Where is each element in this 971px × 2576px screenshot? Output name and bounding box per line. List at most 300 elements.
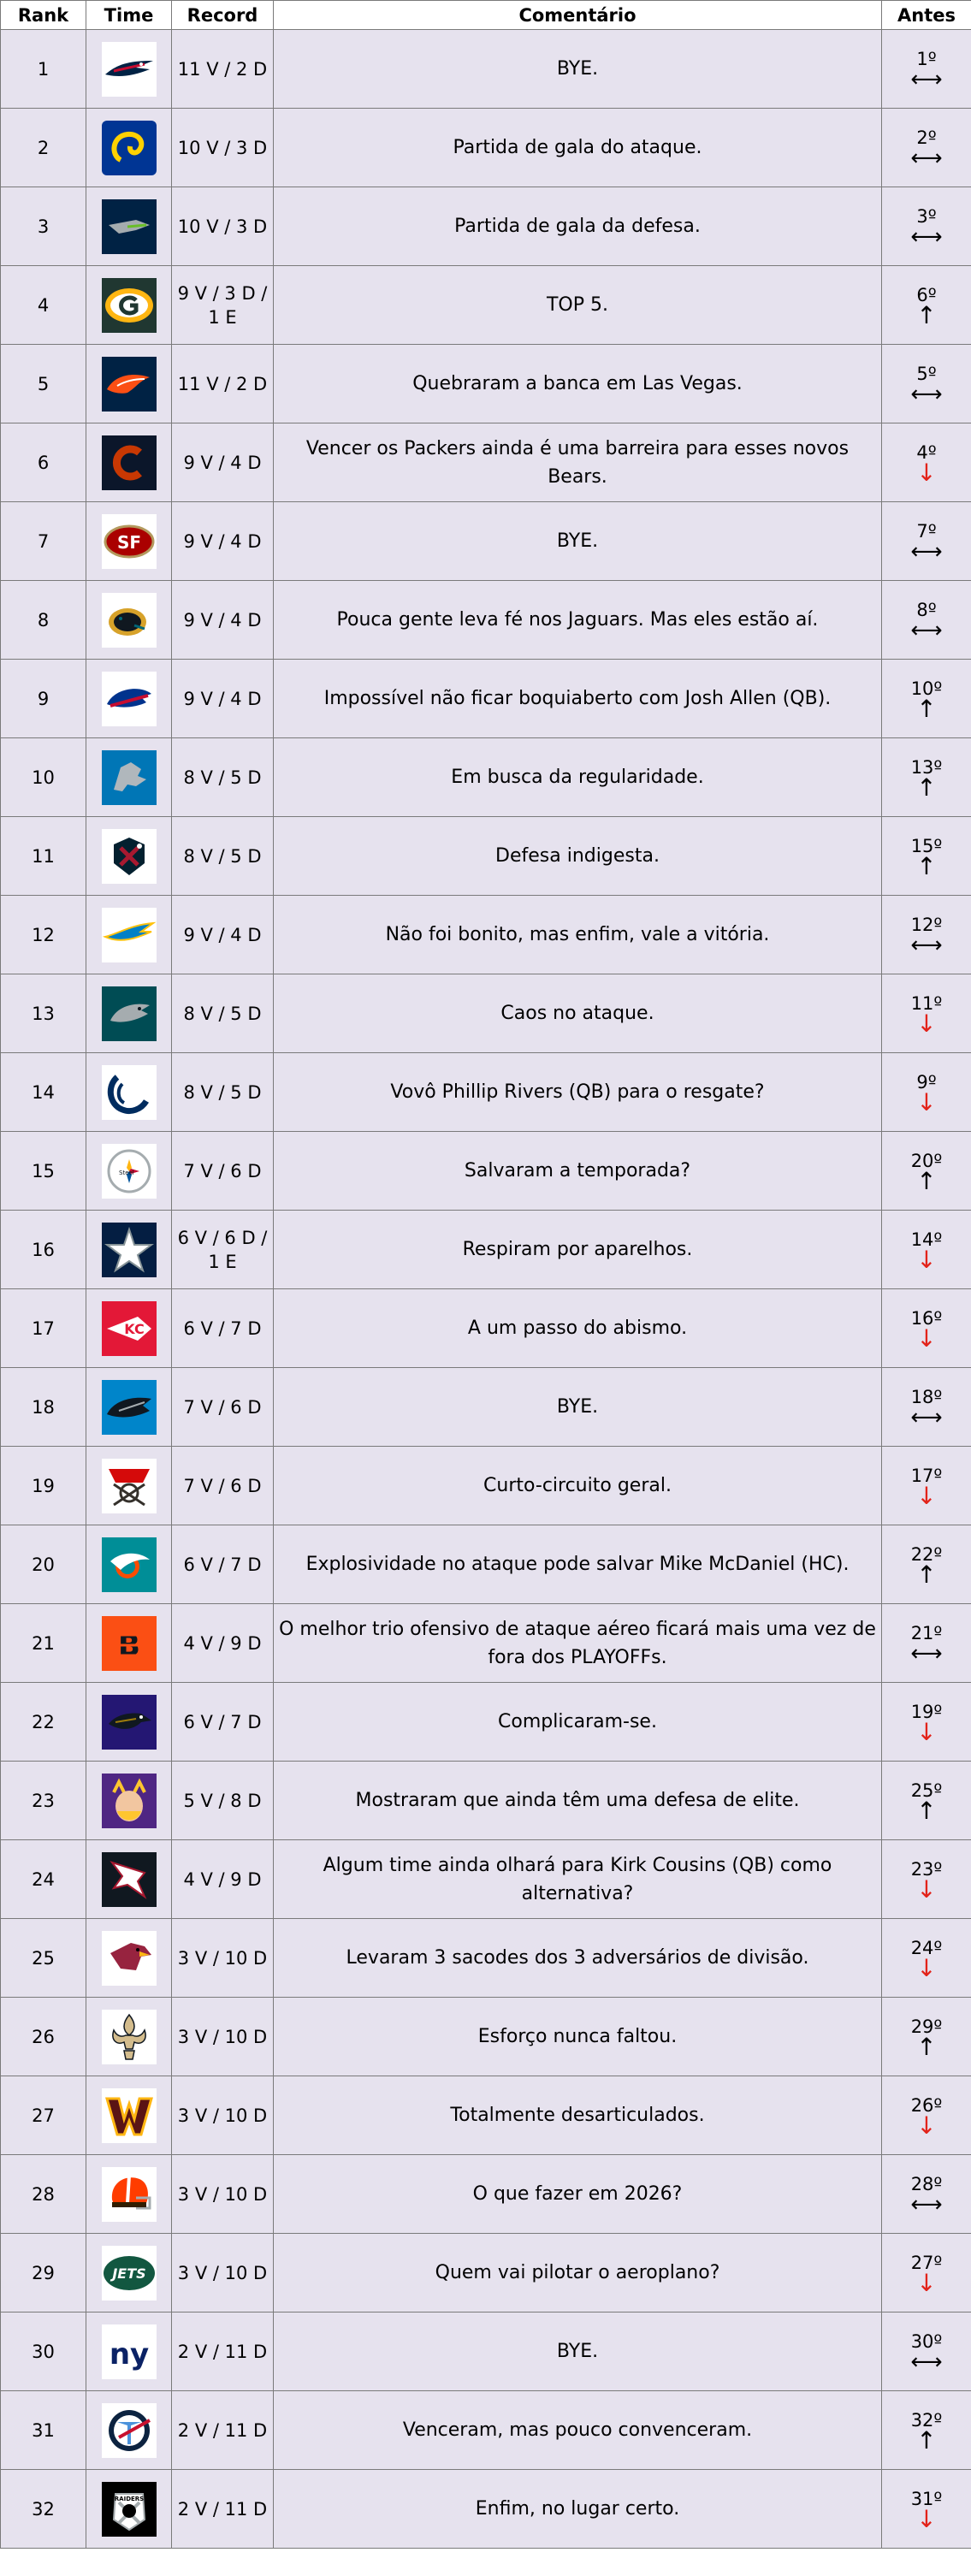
record-value: 4 V / 9 D	[183, 1868, 262, 1890]
trend-same-icon: ⟷	[910, 538, 943, 565]
record-cell	[172, 1053, 274, 1132]
comment-cell	[274, 1525, 882, 1604]
rank-cell	[1, 2076, 86, 2155]
trend-down-icon: ↓	[916, 1324, 937, 1353]
rank-cell	[1, 896, 86, 974]
table-row	[1, 1447, 971, 1525]
previous-rank-cell	[882, 817, 971, 896]
rank-cell	[1, 1053, 86, 1132]
comment-text: Totalmente desarticulados.	[450, 2105, 705, 2126]
rank-value: 17	[32, 1318, 55, 1339]
rank-value: 2	[37, 137, 50, 158]
record-cell	[172, 109, 274, 187]
texans-logo	[102, 847, 157, 863]
rank-cell	[1, 1525, 86, 1604]
comment-cell	[274, 1919, 882, 1998]
panthers-logo	[102, 1398, 157, 1414]
previous-rank-value: 6º	[916, 284, 937, 305]
table-row	[1, 30, 971, 109]
team-cell	[86, 2234, 172, 2312]
team-cell	[86, 738, 172, 817]
rank-value: 9	[37, 688, 50, 709]
rank-value: 10	[32, 767, 55, 788]
browns-logo	[102, 2185, 157, 2201]
previous-rank-cell	[882, 1132, 971, 1211]
previous-rank-value: 20º	[910, 1150, 943, 1171]
rank-value: 23	[32, 1790, 55, 1811]
record-value: 6 V / 7 D	[183, 1318, 262, 1339]
previous-rank-value: 31º	[910, 2488, 943, 2509]
record-value: 3 V / 10 D	[177, 1947, 268, 1969]
dolphins-logo	[102, 1555, 157, 1572]
trend-down-icon: ↓	[916, 1087, 937, 1116]
rank-cell	[1, 345, 86, 423]
record-cell	[172, 2155, 274, 2234]
trend-same-icon: ⟷	[910, 2348, 943, 2375]
table-row	[1, 109, 971, 187]
record-value: 3 V / 10 D	[177, 2262, 268, 2283]
team-cell	[86, 974, 172, 1053]
comment-cell	[274, 1053, 882, 1132]
record-value: 3 V / 10 D	[177, 2183, 268, 2205]
record-cell	[172, 1840, 274, 1919]
record-value: 2 V / 11 D	[177, 2498, 268, 2520]
trend-up-icon: ↑	[916, 300, 937, 329]
comment-text: Algum time ainda olhará para Kirk Cousins (QB) como alternativa?	[323, 1854, 832, 1904]
record-value: 9 V / 4 D	[183, 924, 262, 945]
jaguars-logo	[102, 611, 157, 627]
record-cell	[172, 1604, 274, 1683]
trend-down-icon: ↓	[916, 2504, 937, 2533]
rank-value: 14	[32, 1081, 55, 1103]
team-cell	[86, 1998, 172, 2076]
rank-value: 22	[32, 1711, 55, 1732]
comment-text: Enfim, no lugar certo.	[475, 2498, 680, 2520]
table-row	[1, 660, 971, 738]
team-cell	[86, 30, 172, 109]
record-cell	[172, 660, 274, 738]
table-row	[1, 1840, 971, 1919]
comment-text: Vovô Phillip Rivers (QB) para o resgate?	[390, 1081, 765, 1103]
trend-down-icon: ↓	[916, 1245, 937, 1274]
record-cell	[172, 896, 274, 974]
comment-text: Quebraram a banca em Las Vegas.	[412, 373, 743, 394]
table-row	[1, 1525, 971, 1604]
record-cell	[172, 1998, 274, 2076]
trend-up-icon: ↑	[916, 773, 937, 802]
previous-rank-cell	[882, 187, 971, 266]
table-row	[1, 2234, 971, 2312]
rank-value: 5	[37, 373, 50, 394]
record-cell	[172, 1132, 274, 1211]
record-cell	[172, 345, 274, 423]
record-value: 3 V / 10 D	[177, 2026, 268, 2047]
table-row	[1, 266, 971, 345]
rank-cell	[1, 2312, 86, 2391]
rank-value: 1	[37, 58, 50, 80]
team-cell	[86, 2391, 172, 2470]
comment-cell	[274, 896, 882, 974]
raiders-logo	[102, 2495, 157, 2516]
rank-value: 19	[32, 1475, 55, 1496]
previous-rank-cell	[882, 1053, 971, 1132]
comment-text: Impossível não ficar boquiaberto com Josh Allen (QB).	[323, 688, 832, 709]
previous-rank-value: 26º	[910, 2094, 943, 2116]
comment-text: Salvaram a temporada?	[464, 1160, 691, 1181]
team-cell	[86, 187, 172, 266]
header-team: Time	[86, 1, 172, 30]
table-row	[1, 2470, 971, 2549]
team-cell	[86, 1604, 172, 1683]
table-row	[1, 896, 971, 974]
record-cell	[172, 187, 274, 266]
table-row	[1, 581, 971, 660]
comment-text: O que fazer em 2026?	[472, 2183, 683, 2205]
previous-rank-cell	[882, 2391, 971, 2470]
rank-cell	[1, 581, 86, 660]
comment-cell	[274, 2076, 882, 2155]
record-cell	[172, 1211, 274, 1289]
rank-value: 8	[37, 609, 50, 631]
comment-cell	[274, 1132, 882, 1211]
trend-same-icon: ⟷	[910, 2191, 943, 2218]
record-cell	[172, 502, 274, 581]
table-row	[1, 974, 971, 1053]
record-value: 8 V / 5 D	[183, 1081, 262, 1103]
comment-cell	[274, 2312, 882, 2391]
trend-same-icon: ⟷	[910, 617, 943, 643]
table-row	[1, 1289, 971, 1368]
previous-rank-value: 23º	[910, 1858, 943, 1880]
previous-rank-value: 11º	[910, 992, 943, 1014]
comment-cell	[274, 2234, 882, 2312]
comment-cell	[274, 1211, 882, 1289]
rank-value: 11	[32, 845, 55, 867]
cardinals-logo	[102, 1949, 157, 1965]
record-value: 11 V / 2 D	[177, 373, 268, 394]
comment-text: Respiram por aparelhos.	[462, 1239, 693, 1260]
rank-cell	[1, 2391, 86, 2470]
record-cell	[172, 2234, 274, 2312]
comment-cell	[274, 817, 882, 896]
rank-value: 31	[32, 2419, 55, 2441]
header-record: Record	[172, 1, 274, 30]
previous-rank-value: 27º	[910, 2252, 943, 2273]
record-value: 8 V / 5 D	[183, 845, 262, 867]
giants-logo	[102, 2336, 157, 2372]
table-row	[1, 2312, 971, 2391]
comment-cell	[274, 1604, 882, 1683]
record-cell	[172, 974, 274, 1053]
rank-cell	[1, 1840, 86, 1919]
trend-up-icon: ↑	[916, 2425, 937, 2455]
record-value: 10 V / 3 D	[177, 216, 268, 237]
team-cell	[86, 1447, 172, 1525]
svg-text:KC: KC	[123, 1320, 145, 1337]
previous-rank-cell	[882, 2155, 971, 2234]
previous-rank-cell	[882, 1604, 971, 1683]
rank-value: 18	[32, 1396, 55, 1418]
comment-cell	[274, 423, 882, 502]
team-cell	[86, 1840, 172, 1919]
rank-cell	[1, 1289, 86, 1368]
team-cell	[86, 502, 172, 581]
record-cell	[172, 581, 274, 660]
previous-rank-value: 13º	[910, 756, 943, 778]
header-previous-rank: Antes	[882, 1, 971, 30]
team-cell	[86, 2155, 172, 2234]
record-value: 9 V / 4 D	[183, 609, 262, 631]
record-value: 7 V / 6 D	[183, 1396, 262, 1418]
rank-cell	[1, 660, 86, 738]
record-value: 9 V / 4 D	[183, 688, 262, 709]
record-value: 8 V / 5 D	[183, 1003, 262, 1024]
record-cell	[172, 1683, 274, 1762]
ranking-rows	[1, 30, 971, 2549]
jets-logo	[102, 2264, 157, 2280]
rank-cell	[1, 1762, 86, 1840]
commanders-logo	[102, 2106, 157, 2123]
comment-cell	[274, 1998, 882, 2076]
comment-cell	[274, 30, 882, 109]
record-cell	[172, 266, 274, 345]
rank-cell	[1, 266, 86, 345]
previous-rank-value: 32º	[910, 2409, 943, 2431]
comment-cell	[274, 1683, 882, 1762]
trend-same-icon: ⟷	[910, 1404, 943, 1430]
previous-rank-value: 29º	[910, 2016, 943, 2037]
rank-cell	[1, 1604, 86, 1683]
comment-text: Defesa indigesta.	[495, 845, 660, 867]
team-cell	[86, 1211, 172, 1289]
previous-rank-cell	[882, 423, 971, 502]
trend-same-icon: ⟷	[910, 66, 943, 92]
comment-text: Caos no ataque.	[500, 1003, 654, 1024]
record-value: 9 V / 4 D	[183, 530, 262, 552]
comment-text: A um passo do abismo.	[467, 1318, 688, 1339]
rank-value: 25	[32, 1947, 55, 1969]
comment-text: TOP 5.	[546, 294, 608, 316]
previous-rank-cell	[882, 2076, 971, 2155]
comment-text: Venceram, mas pouco convenceram.	[402, 2419, 753, 2441]
comment-text: Explosividade no ataque pode salvar Mike McDaniel (HC).	[305, 1554, 850, 1575]
table-row	[1, 1762, 971, 1840]
trend-down-icon: ↓	[916, 458, 937, 487]
team-cell	[86, 581, 172, 660]
header-comment: Comentário	[274, 1, 882, 30]
record-cell	[172, 2391, 274, 2470]
previous-rank-value: 18º	[910, 1386, 943, 1407]
bengals-logo	[102, 1634, 157, 1650]
trend-down-icon: ↓	[916, 1717, 937, 1746]
comment-cell	[274, 266, 882, 345]
trend-up-icon: ↑	[916, 1796, 937, 1825]
table-row	[1, 1211, 971, 1289]
previous-rank-value: 19º	[910, 1701, 943, 1722]
comment-cell	[274, 2470, 882, 2549]
team-cell	[86, 1368, 172, 1447]
record-value: 3 V / 10 D	[177, 2105, 268, 2126]
steelers-logo	[102, 1162, 157, 1178]
rank-value: 7	[37, 530, 50, 552]
previous-rank-cell	[882, 345, 971, 423]
comment-text: Esforço nunca faltou.	[477, 2026, 678, 2047]
49ers-logo	[102, 531, 157, 553]
record-cell	[172, 1525, 274, 1604]
comment-text: Curto-circuito geral.	[483, 1475, 672, 1496]
record-cell	[172, 1368, 274, 1447]
record-cell	[172, 1919, 274, 1998]
trend-down-icon: ↓	[916, 1481, 937, 1510]
comment-cell	[274, 660, 882, 738]
previous-rank-cell	[882, 974, 971, 1053]
svg-text:SF: SF	[116, 531, 141, 553]
comment-text: Em busca da regularidade.	[451, 767, 704, 788]
previous-rank-value: 9º	[916, 1071, 937, 1093]
previous-rank-value: 7º	[916, 520, 937, 542]
rank-cell	[1, 1211, 86, 1289]
table-row	[1, 1683, 971, 1762]
broncos-logo	[102, 375, 157, 391]
rank-value: 27	[32, 2105, 55, 2126]
rank-cell	[1, 1683, 86, 1762]
record-cell	[172, 1762, 274, 1840]
rank-value: 13	[32, 1003, 55, 1024]
bills-logo	[102, 690, 157, 706]
record-value: 9 V / 4 D	[183, 452, 262, 473]
rank-cell	[1, 2234, 86, 2312]
trend-down-icon: ↓	[916, 1874, 937, 1904]
previous-rank-cell	[882, 1998, 971, 2076]
comment-text: Não foi bonito, mas enfim, vale a vitória.	[385, 924, 770, 945]
rank-value: 26	[32, 2026, 55, 2047]
comment-text: Complicaram-se.	[498, 1711, 657, 1732]
previous-rank-cell	[882, 2234, 971, 2312]
previous-rank-cell	[882, 109, 971, 187]
record-value: 8 V / 5 D	[183, 767, 262, 788]
table-row	[1, 1919, 971, 1998]
team-cell	[86, 2470, 172, 2549]
previous-rank-cell	[882, 2312, 971, 2391]
record-cell	[172, 1447, 274, 1525]
falcons-logo	[102, 1870, 157, 1886]
trend-up-icon: ↑	[916, 694, 937, 723]
previous-rank-cell	[882, 738, 971, 817]
chargers-logo	[102, 926, 157, 942]
comment-cell	[274, 1368, 882, 1447]
rank-value: 28	[32, 2183, 55, 2205]
rank-value: 6	[37, 452, 50, 473]
svg-text:ny: ny	[109, 2336, 149, 2372]
table-row	[1, 502, 971, 581]
team-cell	[86, 2312, 172, 2391]
team-cell	[86, 1289, 172, 1368]
comment-text: Levaram 3 sacodes dos 3 adversários de divisão.	[346, 1947, 809, 1969]
rank-cell	[1, 974, 86, 1053]
rank-value: 12	[32, 924, 55, 945]
trend-same-icon: ⟷	[910, 223, 943, 250]
header-rank: Rank	[1, 1, 86, 30]
previous-rank-cell	[882, 2470, 971, 2549]
lions-logo	[102, 768, 157, 785]
record-cell	[172, 817, 274, 896]
comment-cell	[274, 1289, 882, 1368]
titans-logo	[102, 2421, 157, 2437]
previous-rank-value: 30º	[910, 2330, 943, 2352]
comment-text: BYE.	[556, 530, 599, 552]
trend-up-icon: ↑	[916, 851, 937, 880]
trend-up-icon: ↑	[916, 2032, 937, 2061]
rank-cell	[1, 817, 86, 896]
rank-value: 20	[32, 1554, 55, 1575]
patriots-logo	[102, 60, 157, 76]
record-cell	[172, 423, 274, 502]
rank-cell	[1, 738, 86, 817]
rank-cell	[1, 1132, 86, 1211]
comment-text: Mostraram que ainda têm uma defesa de elite.	[355, 1790, 800, 1811]
previous-rank-cell	[882, 1211, 971, 1289]
rank-cell	[1, 2470, 86, 2549]
record-value: 2 V / 11 D	[177, 2341, 268, 2362]
team-cell	[86, 1132, 172, 1211]
previous-rank-cell	[882, 1289, 971, 1368]
comment-cell	[274, 502, 882, 581]
table-row	[1, 1132, 971, 1211]
previous-rank-cell	[882, 1762, 971, 1840]
table-row	[1, 2155, 971, 2234]
chiefs-logo	[102, 1319, 157, 1335]
team-cell	[86, 896, 172, 974]
rank-value: 24	[32, 1868, 55, 1890]
comment-text: Quem vai pilotar o aeroplano?	[435, 2262, 720, 2283]
buccaneers-logo	[102, 1477, 157, 1493]
comment-cell	[274, 581, 882, 660]
previous-rank-cell	[882, 30, 971, 109]
previous-rank-value: 17º	[910, 1465, 943, 1486]
record-cell	[172, 30, 274, 109]
record-value: 2 V / 11 D	[177, 2419, 268, 2441]
rank-value: 29	[32, 2262, 55, 2283]
previous-rank-value: 22º	[910, 1543, 943, 1565]
record-value: 11 V / 2 D	[177, 58, 268, 80]
previous-rank-cell	[882, 1368, 971, 1447]
eagles-logo	[102, 1004, 157, 1021]
rank-value: 32	[32, 2498, 55, 2520]
rank-value: 3	[37, 216, 50, 237]
team-cell	[86, 423, 172, 502]
record-value: 5 V / 8 D	[183, 1790, 262, 1811]
comment-text: BYE.	[556, 58, 599, 80]
record-value: 6 V / 7 D	[183, 1554, 262, 1575]
rank-value: 4	[37, 294, 50, 316]
team-cell	[86, 109, 172, 187]
comment-cell	[274, 345, 882, 423]
rank-cell	[1, 502, 86, 581]
previous-rank-cell	[882, 1683, 971, 1762]
saints-logo	[102, 2028, 157, 2044]
rank-value: 21	[32, 1632, 55, 1654]
trend-down-icon: ↓	[916, 2111, 937, 2140]
team-cell	[86, 1053, 172, 1132]
trend-up-icon: ↑	[916, 1166, 937, 1195]
rank-cell	[1, 1447, 86, 1525]
previous-rank-value: 15º	[910, 835, 943, 856]
rank-value: 15	[32, 1160, 55, 1181]
table-row	[1, 345, 971, 423]
team-cell	[86, 1919, 172, 1998]
previous-rank-cell	[882, 502, 971, 581]
previous-rank-cell	[882, 1447, 971, 1525]
